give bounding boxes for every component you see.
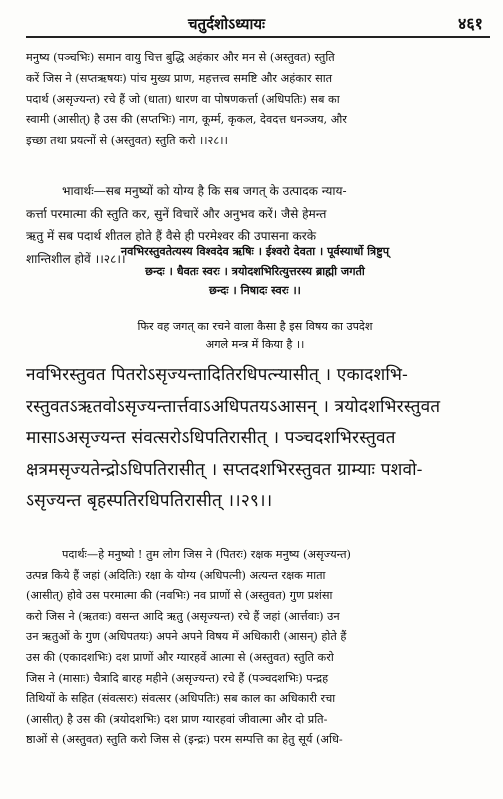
text-line: (आसीत्) है उस की (त्रयोदशभिः) दश प्राण ग्यारहवां जीवात्मा और दो प्रति- <box>26 712 328 726</box>
meta-line: छन्दः । निषादः स्वरः ।। <box>209 283 301 297</box>
padartha-paragraph-29 <box>26 545 494 751</box>
mantra-line: क्षत्रमसृज्यतेन्द्रोऽधिपतिरासीत् । सप्तदशभिरस्तुवत ग्राम्याः पशवो- <box>26 459 423 480</box>
mantra-line: मासाऽअसृज्यन्त संवत्सरोऽधिपतिरासीत् । पञ्चदशभिरस्तुवत <box>26 428 396 448</box>
text-line: जिस ने (मासाः) चैत्रादि बारह महीने (असृज्यन्त) रचे हैं (पञ्चदशभिः) पन्द्रह <box>26 671 329 685</box>
text-line: पदार्थः—हे मनुष्यो ! तुम लोग जिस ने (पितरः) रक्षक मनुष्य (असृज्यन्त) <box>62 548 351 561</box>
page-number: ४६१ <box>458 14 483 33</box>
mantra-line: ऽसृज्यन्त बृहस्पतिरधिपतिरासीत् ।।२९।। <box>26 491 273 511</box>
text-line: मनुष्य (पञ्चभिः) समान वायु चित्त बुद्धि अहंकार और मन से (अस्तुवत) स्तुति <box>26 51 335 64</box>
header-rule <box>26 36 490 38</box>
intro-line: फिर वह जगत् का रचने वाला कैसा है इस विषय का उपदेश <box>137 320 373 333</box>
text-line: तिथियों के सहित (संवत्सरः) संवत्सर (अधिपतिः) सब काल का अधिकारी रचा <box>26 692 336 706</box>
text-line: स्वामी (आसीत्) है उस की (सप्तभिः) नाग, कूर्म्म, कृकल, देवदत्त धनञ्जय, और <box>26 113 347 127</box>
mantra-line: रस्तुवतऽऋतवोऽसृज्यन्तार्त्तवाऽअधिपतयऽआसन् । त्रयोदशभिरस्तुवत <box>26 396 441 417</box>
text-line: कर्त्ता परमात्मा की स्तुति कर, सुनें विचारें और अनुभव करें। जैसे हेमन्त <box>26 206 327 221</box>
sanskrit-mantra-29 <box>26 360 494 518</box>
intro-line: अगले मन्त्र में किया है ।। <box>205 338 305 351</box>
padartha-paragraph-28 <box>26 48 494 152</box>
text-line: ष्ठाओं से (अस्तुवत) स्तुति करो जिस से (इन्द्रः) परम सम्पत्ति का हेतु सूर्य (अधि- <box>26 733 343 747</box>
text-line: करो जिस ने (ऋतवः) वसन्त आदि ऋतु (असृज्यन्त) रचे हैं जहां (आर्त्तवाः) उन <box>26 609 340 623</box>
text-line: भावार्थः—सब मनुष्यों को योग्य है कि सब जगत् के उत्पादक न्याय- <box>62 184 347 198</box>
meta-line: छन्दः । धैवतः स्वरः । त्रयोदशभिरित्युत्तरस्य ब्राह्मी जगती <box>145 263 365 278</box>
text-line: उस की (एकादशभिः) दश प्राणों और ग्यारहवें आत्मा से (अस्तुवत) स्तुति करो <box>26 650 334 664</box>
text-line: पदार्थ (असृज्यन्त) रचे हैं जो (धाता) धारण वा पोषणकर्त्ता (अधिपतिः) सब का <box>26 92 340 106</box>
mantra-line: नवभिरस्तुवत पितरोऽसृज्यन्तादितिरधिपत्न्यासीत् । एकादशभि- <box>26 365 409 385</box>
page-header <box>0 6 503 36</box>
mantra-metadata <box>20 242 490 301</box>
mantra-intro <box>20 318 490 354</box>
text-line: ऋतु में सब पदार्थ शीतल होते हैं वैसे ही परमेश्वर की उपासना करके <box>26 229 317 243</box>
chapter-title: चतुर्दशोऽध्यायः <box>188 15 266 33</box>
text-line: करें जिस ने (सप्तऋषयः) पांच मुख्य प्राण, महत्तत्त्व समष्टि और अहंकार सात <box>26 71 333 85</box>
text-line: उत्पन्न किये हैं जहां (अदितिः) रक्षा के योग्य (अधिपत्नी) अत्यन्त रक्षक माता <box>26 568 326 582</box>
text-line: इच्छा तथा प्रयत्नों से (अस्तुवत) स्तुति करो ।।२८।। <box>26 134 228 148</box>
text-line: शान्तिशील होवें ।।२८।। <box>26 251 126 266</box>
text-line: उन ऋतुओं के गुण (अधिपतयः) अपने अपने विषय में अधिकारी (आसन्) होते हैं <box>26 630 347 644</box>
meta-line: नवभिरस्तुवतेत्यस्य विश्वदेव ऋषिः । ईश्वरो देवता । पूर्वस्यार्धो त्रिष्टुप् <box>120 244 390 258</box>
text-line: (आसीत्) होवे उस परमात्मा की (नवभिः) नव प्राणों से (अस्तुवत) गुण प्रशंसा <box>26 589 333 603</box>
